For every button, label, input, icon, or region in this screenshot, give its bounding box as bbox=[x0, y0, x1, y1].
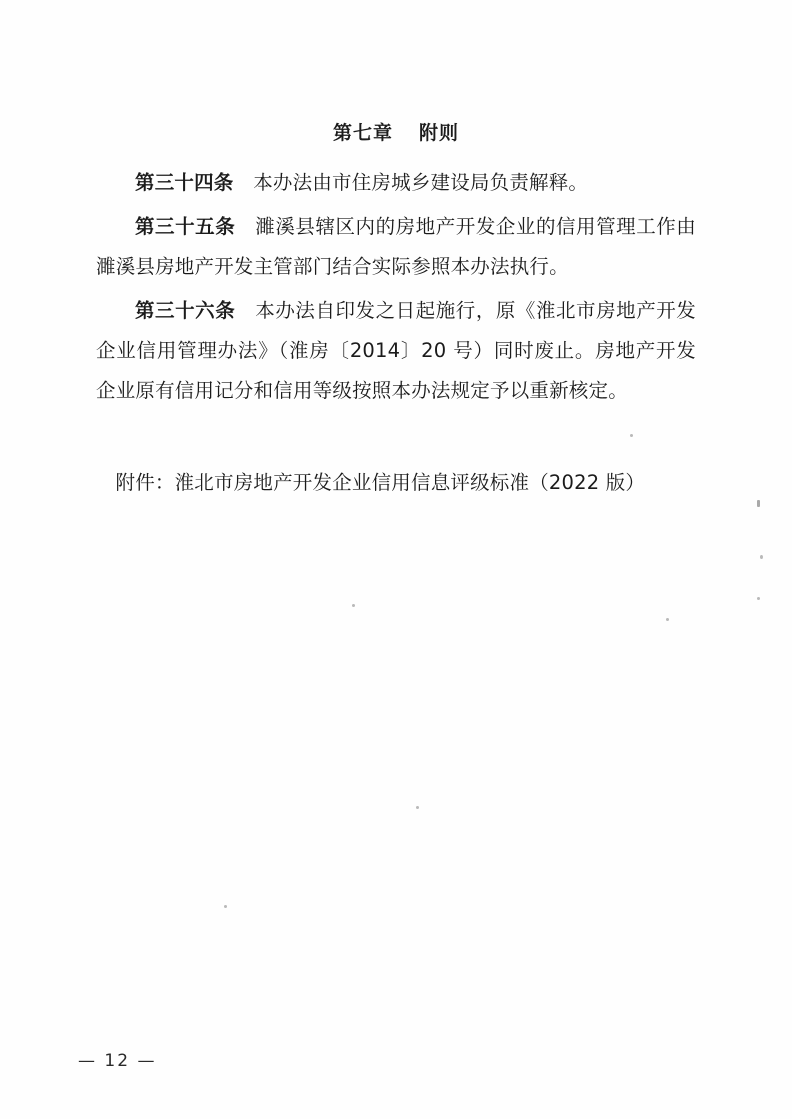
article-lead: 第三十五条 bbox=[135, 215, 236, 238]
article-text: 本办法由市住房城乡建设局负责解释。 bbox=[233, 171, 589, 194]
chapter-heading bbox=[96, 118, 696, 145]
scan-speck bbox=[666, 618, 669, 621]
page-number: — 12 — bbox=[78, 1051, 157, 1071]
scan-speck bbox=[224, 905, 227, 908]
article-lead: 第三十四条 bbox=[135, 171, 234, 194]
article-paragraph bbox=[96, 291, 696, 411]
article-lead: 第三十六条 bbox=[135, 299, 236, 322]
article-text: 濉溪县辖区内的房地产开发企业的信用管理工作由濉溪县房地产开发主管部门结合实际参照本办法执行。 bbox=[96, 215, 696, 278]
article-text: 本办法自印发之日起施行，原《淮北市房地产开发企业信用管理办法》（淮房〔2014〕20 号）同时废止。房地产开发企业原有信用记分和信用等级按照本办法规定予以重新核定。 bbox=[96, 299, 696, 402]
scan-speck bbox=[630, 434, 633, 437]
scan-speck bbox=[352, 604, 355, 607]
scan-speck bbox=[416, 806, 419, 809]
attachment-line: 附件：淮北市房地产开发企业信用信息评级标准（2022 版） bbox=[115, 471, 646, 494]
scan-speck bbox=[760, 555, 763, 559]
scan-speck bbox=[757, 500, 760, 507]
chapter-title-text: 附则 bbox=[419, 122, 460, 144]
chapter-number: 第七章 bbox=[332, 122, 393, 144]
article-paragraph bbox=[96, 207, 696, 287]
article-paragraph bbox=[96, 163, 696, 203]
scan-speck bbox=[757, 597, 760, 600]
document-body bbox=[96, 118, 696, 503]
